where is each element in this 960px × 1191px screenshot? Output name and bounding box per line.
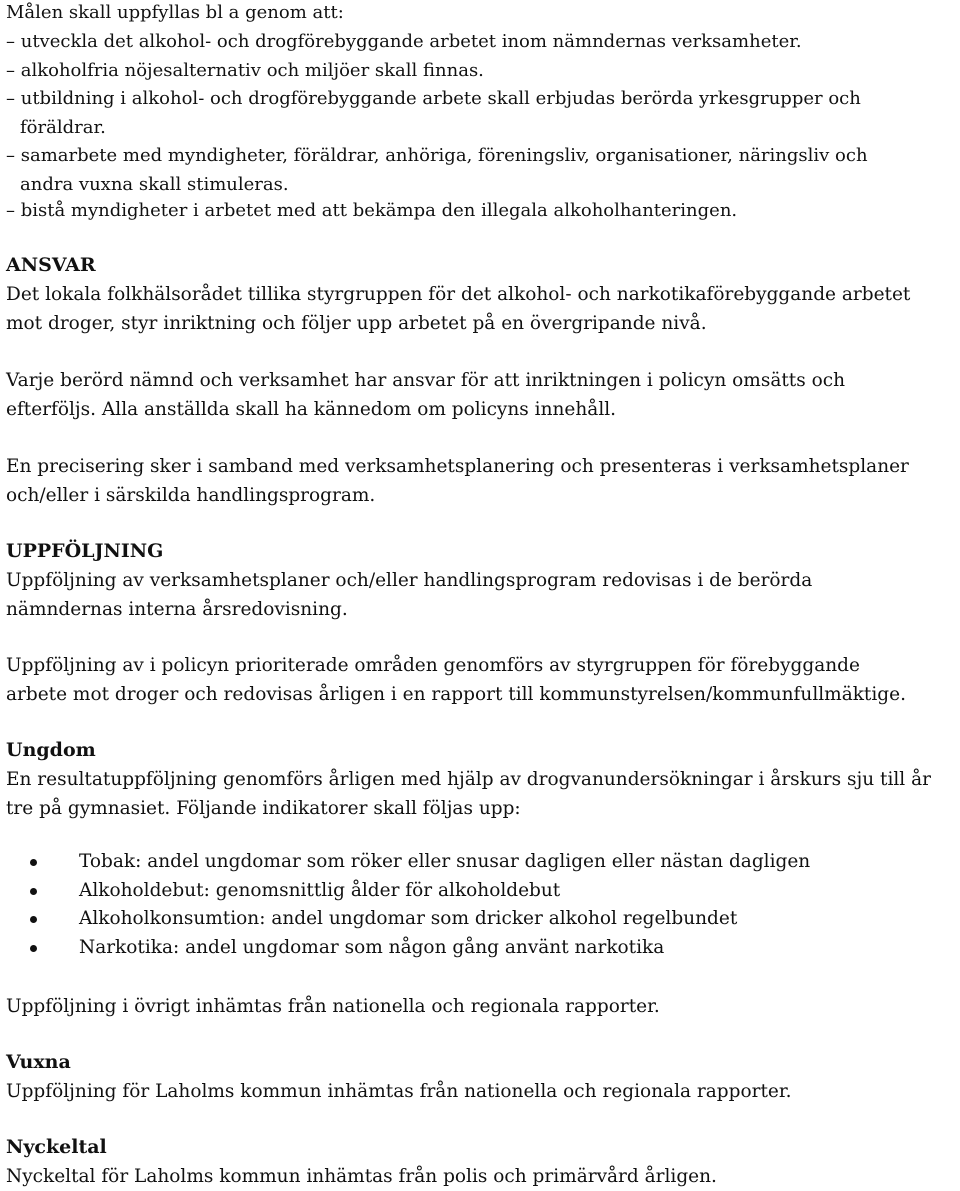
goal-item-line: – bistå myndigheter i arbetet med att bekämpa den illegala alkoholhanteringen. bbox=[6, 200, 738, 221]
ungdom-paragraph-2: Uppföljning i övrigt inhämtas från nationella och regionala rapporter. bbox=[6, 996, 660, 1017]
indicator-text: Alkoholdebut: genomsnittlig ålder för alkoholdebut bbox=[79, 879, 561, 901]
section-heading-ansvar: ANSVAR bbox=[6, 254, 96, 276]
paragraph-line: efterföljs. Alla anställda skall ha kännedom om policyns innehåll. bbox=[6, 399, 617, 420]
indicator-text: Alkoholkonsumtion: andel ungdomar som dricker alkohol regelbundet bbox=[79, 908, 738, 929]
paragraph-line: arbete mot droger och redovisas årligen i en rapport till kommunstyrelsen/kommunfullmäktige. bbox=[6, 684, 906, 705]
goal-item bbox=[6, 27, 802, 56]
indicator-text: Narkotika: andel ungdomar som någon gång använt narkotika bbox=[79, 936, 665, 958]
paragraph-line: Uppföljning av i policyn prioriterade områden genomförs av styrgruppen för förebyggande bbox=[6, 655, 860, 676]
goal-item-line: – samarbete med myndigheter, föräldrar, anhöriga, föreningsliv, organisationer, näringsliv och bbox=[6, 145, 868, 166]
paragraph-line: mot droger, styr inriktning och följer upp arbetet på en övergripande nivå. bbox=[6, 313, 707, 334]
paragraph-line: Det lokala folkhälsorådet tillika styrgruppen för det alkohol- och narkotikaförebyggande arbetet bbox=[6, 284, 911, 305]
bullet-icon bbox=[30, 888, 37, 895]
paragraph-line: och/eller i särskilda handlingsprogram. bbox=[6, 485, 376, 506]
uppfoljning-paragraph-1 bbox=[6, 566, 960, 624]
bullet-icon bbox=[30, 859, 37, 866]
goal-item bbox=[6, 141, 868, 199]
bullet-icon bbox=[30, 945, 37, 952]
ansvar-paragraph-2 bbox=[6, 366, 960, 424]
goal-item bbox=[6, 56, 484, 85]
goals-intro: Målen skall uppfyllas bl a genom att: bbox=[6, 2, 344, 23]
goal-item-line: andra vuxna skall stimuleras. bbox=[20, 174, 289, 195]
paragraph-line: En precisering sker i samband med verksamhetsplanering och presenteras i verksamhetsplaner bbox=[6, 456, 909, 477]
uppfoljning-paragraph-2 bbox=[6, 651, 960, 709]
section-heading-uppfoljning: UPPFÖLJNING bbox=[6, 540, 164, 562]
nyckeltal-paragraph: Nyckeltal för Laholms kommun inhämtas från polis och primärvård årligen. bbox=[6, 1166, 717, 1187]
section-heading-ungdom: Ungdom bbox=[6, 739, 96, 761]
goal-item-line: – alkoholfria nöjesalternativ och miljöer skall finnas. bbox=[6, 60, 484, 81]
goal-item-line: föräldrar. bbox=[20, 117, 106, 138]
goal-item bbox=[6, 84, 861, 142]
section-heading-nyckeltal: Nyckeltal bbox=[6, 1136, 107, 1158]
ansvar-paragraph-3 bbox=[6, 452, 960, 510]
indicator-text: Tobak: andel ungdomar som röker eller snusar dagligen eller nästan dagligen bbox=[79, 851, 811, 872]
paragraph-line: nämndernas interna årsredovisning. bbox=[6, 599, 348, 620]
ungdom-paragraph-1 bbox=[6, 765, 960, 823]
ansvar-paragraph-1 bbox=[6, 280, 960, 338]
goal-item-line: – utbildning i alkohol- och drogförebyggande arbete skall erbjudas berörda yrkesgrupper och bbox=[6, 88, 861, 109]
goal-item bbox=[6, 196, 737, 225]
section-heading-vuxna: Vuxna bbox=[6, 1051, 71, 1073]
bullet-icon bbox=[30, 916, 37, 923]
paragraph-line: En resultatuppföljning genomförs årligen med hjälp av drogvanundersökningar i årskurs sju till år bbox=[6, 769, 931, 790]
paragraph-line: Uppföljning av verksamhetsplaner och/eller handlingsprogram redovisas i de berörda bbox=[6, 570, 813, 591]
vuxna-paragraph: Uppföljning för Laholms kommun inhämtas från nationella och regionala rapporter. bbox=[6, 1081, 792, 1102]
goal-item-line: – utveckla det alkohol- och drogförebyggande arbetet inom nämndernas verksamheter. bbox=[6, 31, 802, 52]
paragraph-line: Varje berörd nämnd och verksamhet har ansvar för att inriktningen i policyn omsätts och bbox=[6, 370, 846, 391]
paragraph-line: tre på gymnasiet. Följande indikatorer skall följas upp: bbox=[6, 798, 521, 819]
